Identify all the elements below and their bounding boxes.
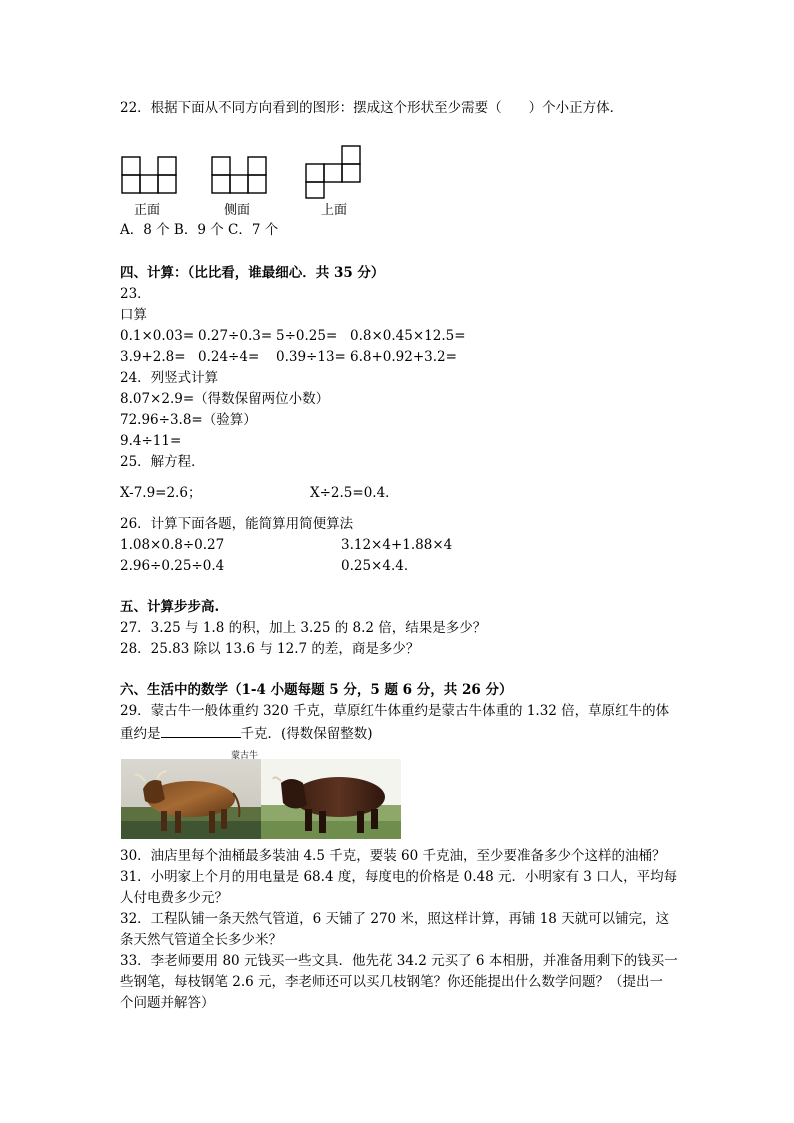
q30: 30．油店里每个油桶最多装油 4.5 千克，要装 60 千克油，至少要准备多少个这样的油桶？	[120, 848, 666, 864]
q28: 28．25.83 除以 13.6 与 12.7 的差，商是多少？	[120, 641, 420, 657]
side-view-figure	[211, 156, 267, 194]
q23-r2c3: 0.39÷13=	[276, 349, 346, 365]
q23-r2c2: 0.24÷4=	[198, 349, 260, 365]
q23-number: 23．	[120, 286, 151, 302]
q26-r2c2: 0.25×4.4．	[341, 558, 418, 574]
q29-line2-start: 重约是	[120, 726, 161, 742]
q26-r2c1: 2.96÷0.25÷0.4	[120, 558, 225, 574]
q23-r1c4: 0.8×0.45×12.5=	[350, 328, 466, 344]
q24-title: 24．列竖式计算	[120, 370, 219, 386]
top-view-label: 上面	[321, 203, 348, 218]
q29-line2	[120, 723, 373, 743]
q23-r2c4: 6.8+0.92+3.2=	[350, 349, 457, 365]
q22-stem: 22．根据下面从不同方向看到的图形：摆成这个形状至少需要（ ）个小正方体．	[120, 100, 624, 116]
q33-line1: 33．李老师要用 80 元钱买一些文具．他先花 34.2 元买了 6 本相册，并准备用剩下的钱买一	[120, 953, 678, 969]
answer-blank	[161, 723, 241, 738]
q25-eq1: X-7.9=2.6；	[120, 485, 202, 501]
q22-options: A．8 个 B．9 个 C．7 个	[120, 222, 279, 238]
q26-r1c2: 3.12×4+1.88×4	[341, 537, 453, 553]
q31-line1: 31．小明家上个月的用电量是 68.4 度，每度电的价格是 0.48 元．小明家有 3 口人，平均每	[120, 869, 678, 885]
q26-title: 26．计算下面各题，能简算用简便算法	[120, 516, 354, 532]
section6-heading: 六、生活中的数学（1-4 小题每题 5 分，5 题 6 分，共 26 分）	[120, 682, 513, 698]
q31-line2: 人付电费多少元？	[120, 890, 228, 906]
front-view-figure	[121, 156, 177, 194]
q29-line1: 29．蒙古牛一般体重约 320 千克，草原红牛体重约是蒙古牛体重的 1.32 倍，草原红牛的体	[120, 703, 670, 719]
q32-line1: 32．工程队铺一条天然气管道，6 天铺了 270 米，照这样计算，再铺 18 天就可以铺完，这	[120, 911, 670, 927]
q29-line2-end: 千克．(得数保留整数)	[240, 726, 373, 742]
q27: 27．3.25 与 1.8 的积，加上 3.25 的 8.2 倍，结果是多少？	[120, 620, 487, 636]
mongolian-cattle-photo	[121, 759, 261, 839]
section4-heading: 四、计算：（比比看，谁最细心．共 35 分）	[120, 265, 385, 281]
photo-caption: 蒙古牛	[231, 751, 259, 761]
front-view-label: 正面	[134, 203, 161, 218]
q25-eq2: X÷2.5=0.4．	[310, 485, 399, 501]
q23-r1c2: 0.27÷0.3=	[198, 328, 273, 344]
q24-line1: 8.07×2.9=（得数保留两位小数）	[120, 391, 330, 407]
q23-r1c3: 5÷0.25=	[276, 328, 338, 344]
q26-r1c1: 1.08×0.8÷0.27	[120, 537, 225, 553]
section5-heading: 五、计算步步高.	[120, 599, 220, 615]
q23-sub: 口算	[120, 307, 147, 323]
q23-r2c1: 3.9+2.8=	[120, 349, 186, 365]
grassland-red-cattle-photo	[261, 759, 401, 839]
q24-line3: 9.4÷11=	[120, 433, 182, 449]
q23-r1c1: 0.1×0.03=	[120, 328, 195, 344]
q24-line2: 72.96÷3.8=（验算）	[120, 412, 257, 428]
q32-line2: 条天然气管道全长多少米？	[120, 932, 282, 948]
q33-line3: 个问题并解答）	[120, 995, 215, 1011]
q25-title: 25．解方程．	[120, 454, 205, 470]
top-view-figure	[303, 145, 363, 199]
q33-line2: 些钢笔，每枝钢笔 2.6 元，李老师还可以买几枝钢笔？你还能提出什么数学问题？（提出一	[120, 974, 664, 990]
side-view-label: 侧面	[224, 203, 251, 218]
